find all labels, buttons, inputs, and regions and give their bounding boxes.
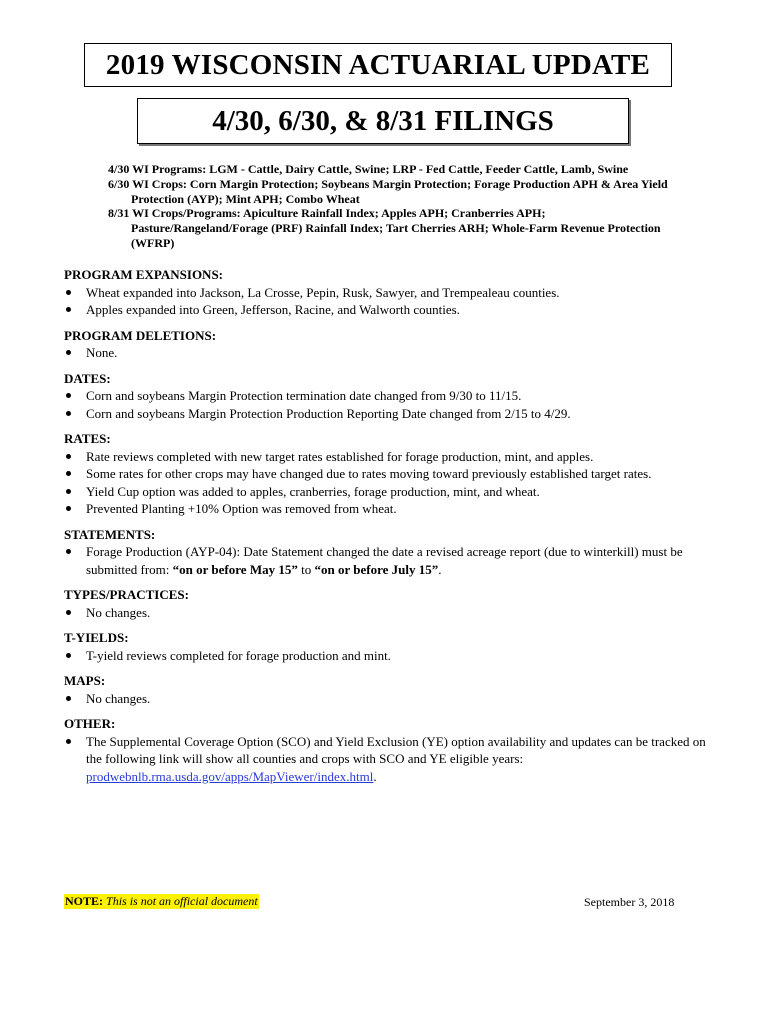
section-statements <box>64 526 719 579</box>
program-line: Protection (AYP); Mint APH; Combo Wheat <box>131 191 360 206</box>
disclaimer-note <box>64 894 259 909</box>
program-line: 4/30 WI Programs: LGM - Cattle, Dairy Cattle, Swine; LRP - Fed Cattle, Feeder Cattle, Lamb, Swine <box>108 162 629 176</box>
section-rates <box>64 430 719 518</box>
other-text: The Supplemental Coverage Option (SCO) and Yield Exclusion (YE) option availability and updates can be tracked on the following link will show all counties and crops with SCO and YE eligible years: <box>86 733 706 766</box>
program-line: 8/31 WI Crops/Programs: Apiculture Rainfall Index; Apples APH; Cranberries APH; <box>108 206 546 221</box>
statement-text: Forage Production (AYP-04): Date Statement changed the date a revised acreage report (due to winterkill) must be submitted from: <box>86 544 683 577</box>
list-item <box>64 733 719 786</box>
section-program-deletions <box>64 327 719 362</box>
section-heading: OTHER: <box>64 716 116 731</box>
filings-subtitle: 4/30, 6/30, & 8/31 FILINGS <box>137 98 629 144</box>
list-item: Apples expanded into Green, Jefferson, Racine, and Walworth counties. <box>64 301 719 319</box>
other-end: . <box>373 768 377 784</box>
document-body <box>64 266 719 793</box>
section-dates <box>64 370 719 423</box>
section-heading: T-YIELDS: <box>64 630 129 645</box>
section-heading: DATES: <box>64 370 111 386</box>
list-item: Yield Cup option was added to apples, cranberries, forage production, mint, and wheat. <box>64 483 719 501</box>
statement-old-date: “on or before May 15” <box>172 561 298 577</box>
list-item: Rate reviews completed with new target rates established for forage production, mint, and apples. <box>64 448 719 466</box>
section-heading: PROGRAM DELETIONS: <box>64 327 217 343</box>
note-text: This is not an official document <box>106 894 258 908</box>
document-date: September 3, 2018 <box>584 895 675 909</box>
programs-list <box>108 162 728 251</box>
section-heading: TYPES/PRACTICES: <box>64 587 189 602</box>
section-maps <box>64 672 719 707</box>
statement-connector: to <box>297 561 315 577</box>
section-heading: STATEMENTS: <box>64 526 156 542</box>
map-viewer-link[interactable]: prodwebnlb.rma.usda.gov/apps/MapViewer/index.html <box>86 768 374 784</box>
program-line: 6/30 WI Crops: Corn Margin Protection; Soybeans Margin Protection; Forage Production APH & Area Yield <box>108 176 668 191</box>
statement-new-date: “on or before July 15” <box>314 561 439 577</box>
list-item: T-yield reviews completed for forage production and mint. <box>64 647 719 665</box>
list-item: No changes. <box>64 690 719 708</box>
section-heading: MAPS: <box>64 673 106 688</box>
program-line: Pasture/Rangeland/Forage (PRF) Rainfall Index; Tart Cherries ARH; Whole-Farm Revenue Protection <box>131 221 661 236</box>
list-item <box>64 543 719 578</box>
list-item: No changes. <box>64 604 719 622</box>
statement-end: . <box>438 561 442 577</box>
list-item: None. <box>64 344 719 362</box>
note-label: NOTE: <box>65 894 104 908</box>
program-line: (WFRP) <box>131 235 175 250</box>
list-item: Corn and soybeans Margin Protection termination date changed from 9/30 to 11/15. <box>64 387 719 405</box>
section-t-yields <box>64 629 719 664</box>
section-program-expansions <box>64 266 719 319</box>
section-heading: PROGRAM EXPANSIONS: <box>64 267 224 282</box>
section-types-practices <box>64 586 719 621</box>
list-item: Some rates for other crops may have changed due to rates moving toward previously established target rates. <box>64 465 719 483</box>
list-item: Prevented Planting +10% Option was removed from wheat. <box>64 500 719 518</box>
section-other <box>64 715 719 785</box>
list-item: Wheat expanded into Jackson, La Crosse, Pepin, Rusk, Sawyer, and Trempealeau counties. <box>64 284 719 302</box>
list-item: Corn and soybeans Margin Protection Production Reporting Date changed from 2/15 to 4/29. <box>64 405 719 423</box>
section-heading: RATES: <box>64 431 111 446</box>
document-title: 2019 WISCONSIN ACTUARIAL UPDATE <box>84 43 672 87</box>
